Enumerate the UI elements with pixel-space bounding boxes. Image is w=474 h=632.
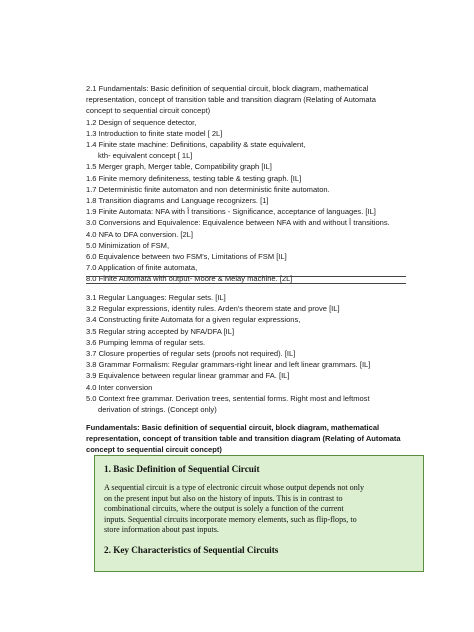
paragraph-line: inputs. Sequential circuits incorporate memory elements, such as flip-flops, to: [104, 514, 357, 524]
syllabus-line: 1.2 Design of sequence detector,: [86, 117, 197, 127]
fundamentals-heading: [86, 422, 446, 456]
syllabus-line: 3.2 Regular expressions, identity rules. Arden's theorem state and prove [IL]: [86, 304, 340, 314]
syllabus-line: 7.0 Application of finite automata,: [86, 263, 198, 273]
paragraph-line: store information about past inputs.: [104, 525, 219, 535]
heading-line: concept to sequential circuit concept): [86, 445, 222, 455]
syllabus-line: representation, concept of transition table and transition diagram (Relating of Automata: [86, 95, 376, 105]
syllabus-line: 1.6 Finite memory definiteness, testing table & testing graph. [IL]: [86, 173, 302, 183]
syllabus-line: 1.5 Merger graph, Merger table, Compatibility graph [IL]: [86, 162, 272, 172]
box-heading-definition: 1. Basic Definition of Sequential Circuit: [104, 464, 260, 474]
syllabus-line: 3.7 Closure properties of regular sets (proofs not required). [IL]: [86, 349, 296, 359]
syllabus-line: kth- equivalent concept [ 1L]: [98, 151, 193, 161]
syllabus-line: 8.0 Finite Automata with output- Moore & Melay machine. [2L]: [86, 274, 293, 284]
paragraph-line: on the present input but also on the history of inputs. This is in contrast to: [104, 493, 343, 503]
syllabus-line: 3.1 Regular Languages: Regular sets. [IL]: [86, 293, 226, 302]
syllabus-unit-2: [86, 292, 466, 415]
syllabus-line: 1.9 Finite Automata: NFA with Î transitions - Significance, acceptance of languages. [IL]: [86, 207, 376, 217]
syllabus-line: 4.0 NFA to DFA conversion. [2L]: [86, 229, 193, 239]
syllabus-line: 3.9 Equivalence between regular linear grammar and FA. [IL]: [86, 371, 290, 381]
syllabus-unit-1: [86, 83, 466, 285]
syllabus-line: 1.3 Introduction to finite state model [ 2L]: [86, 128, 223, 138]
syllabus-line: derivation of strings. (Concept only): [98, 405, 217, 415]
heading-line: Fundamentals: Basic definition of sequential circuit, block diagram, mathematical: [86, 423, 380, 432]
paragraph-line: combinational circuits, where the output is solely a function of the current: [104, 504, 344, 514]
syllabus-line: 3.5 Regular string accepted by NFA/DFA [IL]: [86, 326, 235, 336]
syllabus-line: 1.8 Transition diagrams and Language recognizers. [1]: [86, 196, 269, 206]
syllabus-line: 6.0 Equivalence between two FSM's, Limitations of FSM [IL]: [86, 252, 287, 262]
heading-line: representation, concept of transition table and transition diagram (Relating of Automata: [86, 434, 401, 444]
syllabus-line: 2.1 Fundamentals: Basic definition of sequential circuit, block diagram, mathematical: [86, 84, 369, 93]
syllabus-line: 3.0 Conversions and Equivalence: Equivalence between NFA with and without Î transitions.: [86, 218, 390, 228]
highlighted-note-box: [94, 455, 424, 572]
syllabus-line: 5.0 Context free grammar. Derivation trees, sentential forms. Right most and leftmost: [86, 393, 370, 403]
box-heading-characteristics: 2. Key Characteristics of Sequential Circuits: [104, 545, 279, 555]
syllabus-line: 1.7 Deterministic finite automaton and non deterministic finite automaton.: [86, 184, 330, 194]
section-divider: [86, 276, 406, 277]
syllabus-line: concept to sequential circuit concept): [86, 106, 211, 116]
syllabus-line: 5.0 Minimization of FSM,: [86, 240, 170, 250]
syllabus-line: 3.8 Grammar Formalism: Regular grammars-right linear and left linear grammars. [IL]: [86, 360, 371, 370]
syllabus-line: 3.6 Pumping lemma of regular sets.: [86, 337, 206, 347]
paragraph-line: A sequential circuit is a type of electronic circuit whose output depends not only: [104, 483, 365, 492]
syllabus-line: 4.0 Inter conversion: [86, 382, 153, 392]
box-paragraph: [104, 483, 422, 536]
syllabus-line: 1.4 Finite state machine: Definitions, capability & state equivalent,: [86, 140, 306, 150]
section-divider: [86, 283, 406, 284]
syllabus-line: 3.4 Constructing finite Automata for a given regular expressions,: [86, 315, 301, 325]
